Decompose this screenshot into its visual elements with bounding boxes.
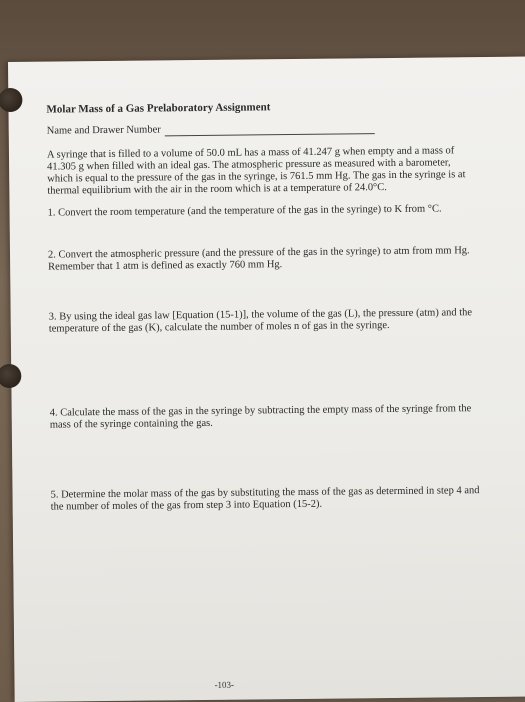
binder-hole	[0, 364, 21, 388]
question-5: 5. Determine the molar mass of the gas by substituting the mass of the gas as determined in step 4 and the number of moles of the gas from step 3 into Equation (15-2).	[50, 485, 480, 513]
question-1: 1. Convert the room temperature (and the temperature of the gas in the syringe) to K from °C.	[47, 203, 442, 219]
binder-hole	[0, 88, 23, 112]
question-2: 2. Convert the atmospheric pressure (and the pressure of the gas in the syringe) to atm from mm Hg. Remember that 1 atm is defined as exactly 760 mm Hg.	[47, 245, 470, 273]
worksheet-page	[8, 57, 525, 702]
name-label: Name and Drawer Number	[46, 124, 161, 137]
worksheet-content	[46, 99, 480, 513]
document-title: Molar Mass of a Gas Prelaboratory Assignment	[46, 101, 271, 116]
name-blank-line	[165, 123, 375, 136]
question-4: 4. Calculate the mass of the gas in the syringe by subtracting the empty mass of the syringe from the mass of the syringe containing the gas.	[49, 403, 472, 431]
question-3: 3. By using the ideal gas law [Equation (15-1)], the volume of the gas (L), the pressure (atm) and the temperature of the gas (K), calculate the number of moles n of gas in the syringe.	[48, 307, 473, 335]
problem-intro: A syringe that is filled to a volume of 50.0 mL has a mass of 41.247 g when empty and a mass of 41.305 g when filled with an ideal gas. The atmospheric pressure as measured with a barometer, which is equal to the pressure of the gas in the syringe, is 761.5 mm Hg. The gas in the syringe is at thermal equilibrium with the air in the room which is at a temperature of 24.0°C.	[46, 145, 466, 197]
page-number: -103-	[214, 679, 235, 690]
name-field-row	[47, 121, 477, 138]
